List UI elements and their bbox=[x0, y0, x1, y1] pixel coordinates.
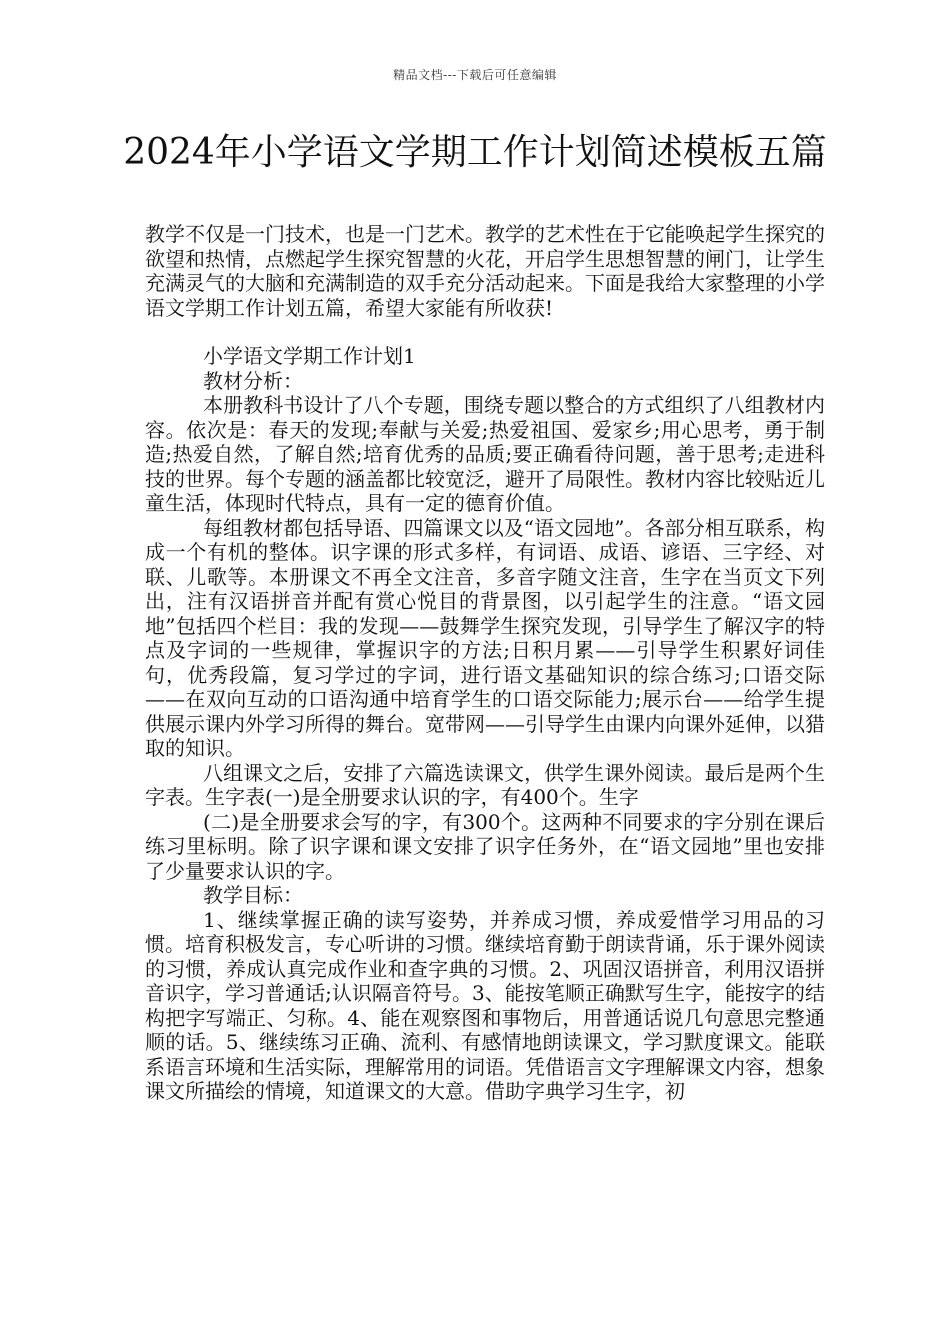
section-heading-plan-1: 小学语文学期工作计划1 bbox=[203, 344, 416, 368]
intro-paragraph: 教学不仅是一门技术，也是一门艺术。教学的艺术性在于它能唤起学生探究的欲望和热情，点燃起学生探究智慧的火花，开启学生思想智慧的闸门，让学生充满灵气的大脑和充满制造的双手充分活动起来。下面是我给大家整理的小学语文学期工作计划五篇，希望大家能有所收获! bbox=[145, 222, 825, 320]
teaching-goals-heading: 教学目标： bbox=[203, 883, 303, 907]
document-title: 2024年小学语文学期工作计划简述模板五篇 bbox=[123, 132, 827, 173]
material-paragraph-3-continued: (二)是全册要求会写的字，有300个。这两种不同要求的字分别在课后练习里标明。除了识字课和课文安排了识字任务外，在“语文园地”里也安排了少量要求认识的字。 bbox=[145, 809, 825, 883]
paragraph-gap bbox=[145, 320, 825, 344]
page-header: 精品文档---下载后可任意编辑 bbox=[393, 68, 557, 82]
document-body bbox=[145, 222, 825, 1104]
teaching-goals-paragraph: 1、继续掌握正确的读写姿势，并养成习惯，养成爱惜学习用品的习惯。培育积极发言，专心听讲的习惯。继续培育勤于朗读背诵，乐于课外阅读的习惯，养成认真完成作业和查字典的习惯。2、巩固汉语拼音，利用汉语拼音识字，学习普通话;认识隔音符号。3、能按笔顺正确默写生字，能按字的结构把字写端正、匀称。4、能在观察图和事物后，用普通话说几句意思完整通顺的话。5、继续练习正确、流利、有感情地朗读课文，学习默度课文。能联系语言环境和生活实际，理解常用的词语。凭借语言文字理解课文内容，想象课文所描绘的情境，知道课文的大意。借助字典学习生字，初 bbox=[145, 907, 825, 1103]
material-paragraph-2: 每组教材都包括导语、四篇课文以及“语文园地”。各部分相互联系，构成一个有机的整体。识字课的形式多样，有词语、成语、谚语、三字经、对联、儿歌等。本册课文不再全文注音，多音字随文注音，生字在当页文下列出，注有汉语拼音并配有赏心悦目的背景图，以引起学生的注意。“语文园地”包括四个栏目：我的发现——鼓舞学生探究发现，引导学生了解汉字的特点及字词的一些规律，掌握识字的方法;日积月累——引导学生积累好词佳句，优秀段篇，复习学过的字词，进行语文基础知识的综合练习;口语交际——在双向互动的口语沟通中培育学生的口语交际能力;展示台——给学生提供展示课内外学习所得的舞台。宽带网——引导学生由课内向课外延伸，以猎取的知识。 bbox=[145, 515, 825, 760]
material-analysis-heading: 教材分析： bbox=[203, 368, 303, 393]
material-paragraph-1: 本册教科书设计了八个专题，围绕专题以整合的方式组织了八组教材内容。依次是：春天的发现;奉献与关爱;热爱祖国、爱家乡;用心思考，勇于制造;热爱自然，了解自然;培育优秀的品质;要正确看待问题，善于思考;走进科技的世界。每个专题的涵盖都比较宽泛，避开了局限性。教材内容比较贴近儿童生活，体现时代特点，具有一定的德育价值。 bbox=[145, 393, 825, 515]
material-paragraph-3: 八组课文之后，安排了六篇选读课文，供学生课外阅读。最后是两个生字表。生字表(一)是全册要求认识的字，有400个。生字 bbox=[145, 760, 825, 809]
